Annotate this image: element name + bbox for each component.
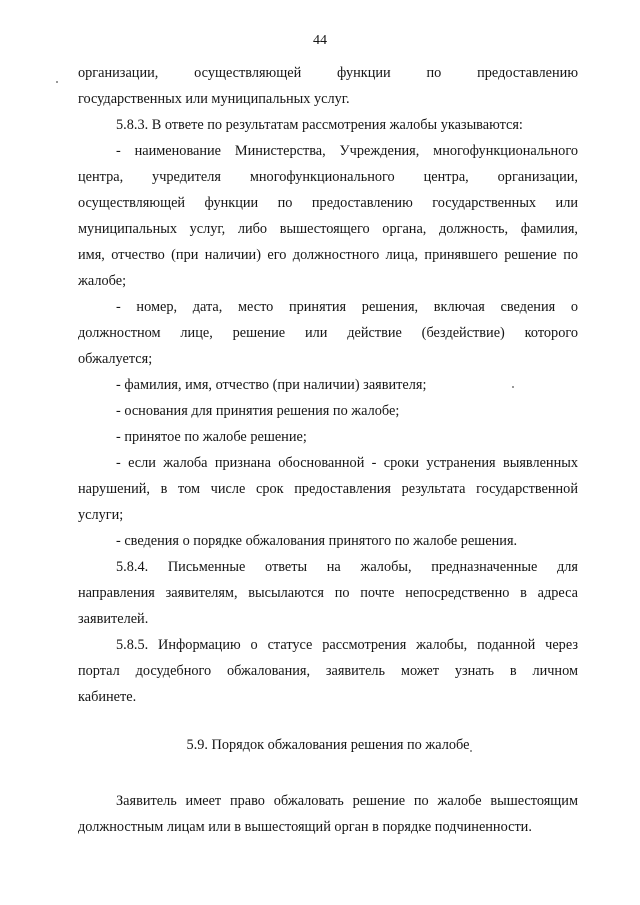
text-line: организации, осуществляющей функции по предоставлению — [78, 65, 578, 81]
text-line: центра, учредителя многофункционального центра, организации, — [78, 169, 578, 185]
text-line: осуществляющей функции по предоставлению государственных или — [78, 195, 578, 211]
text-line: заявителей. — [78, 611, 149, 627]
scan-speck — [512, 386, 514, 388]
text-line: муниципальных услуг, либо вышестоящего органа, должность, фамилия, — [78, 221, 578, 237]
text-line: - наименование Министерства, Учреждения, многофункционального — [116, 143, 578, 159]
section-heading: 5.9. Порядок обжалования решения по жалобе — [186, 737, 470, 753]
list-item: - принятое по жалобе решение; — [116, 429, 307, 445]
text-line: должностным лицам или в вышестоящий орган в порядке подчиненности. — [78, 819, 532, 835]
text-line: Заявитель имеет право обжаловать решение по жалобе вышестоящим — [116, 793, 578, 809]
text-line: направления заявителям, высылаются по почте непосредственно в адреса — [78, 585, 578, 601]
paragraph-heading-5-8-3: 5.8.3. В ответе по результатам рассмотрения жалобы указываются: — [116, 117, 523, 133]
paragraph-5-8-5: 5.8.5. Информацию о статусе рассмотрения жалобы, поданной через — [116, 637, 578, 653]
text-line: должностном лице, решение или действие (бездействие) которого — [78, 325, 578, 341]
scan-speck — [56, 81, 58, 83]
text-line: имя, отчество (при наличии) его должностного лица, принявшего решение по — [78, 247, 578, 263]
text-line: портал досудебного обжалования, заявитель может узнать в личном — [78, 663, 578, 679]
text-line: жалобе; — [78, 273, 127, 289]
page-number: 44 — [313, 33, 327, 48]
list-item: - фамилия, имя, отчество (при наличии) заявителя; — [116, 377, 427, 393]
body-text — [78, 60, 578, 710]
text-line: нарушений, в том числе срок предоставления результата государственной — [78, 481, 578, 497]
text-line: услуги; — [78, 507, 124, 523]
paragraph-5-8-4: 5.8.4. Письменные ответы на жалобы, предназначенные для — [116, 559, 578, 575]
closing-paragraph — [78, 788, 578, 840]
section-heading-block — [78, 732, 578, 758]
list-item: - основания для принятия решения по жалобе; — [116, 403, 400, 419]
text-line: государственных или муниципальных услуг. — [78, 91, 350, 107]
scan-speck — [470, 750, 472, 752]
text-line: кабинете. — [78, 689, 137, 705]
text-line: - номер, дата, место принятия решения, включая сведения о — [116, 299, 578, 315]
list-item: - если жалоба признана обоснованной - сроки устранения выявленных — [116, 455, 578, 471]
list-item: - сведения о порядке обжалования принятого по жалобе решения. — [116, 533, 518, 549]
text-line: обжалуется; — [78, 351, 153, 367]
